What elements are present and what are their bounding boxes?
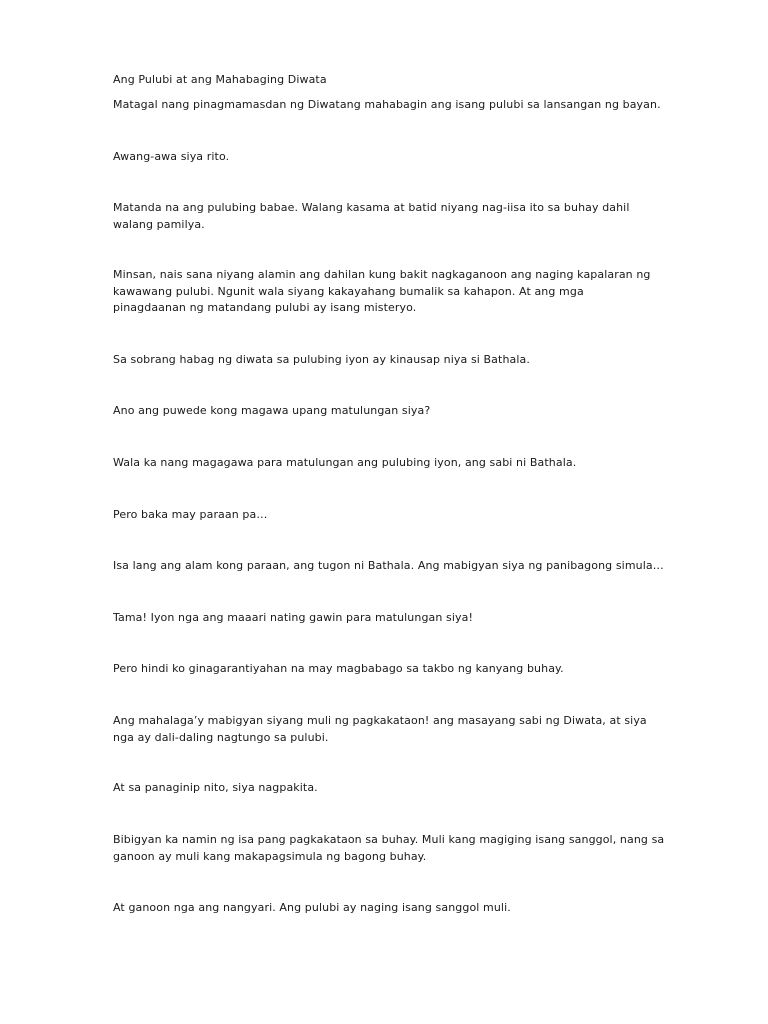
paragraph-line: Pero hindi ko ginagarantiyahan na may magbabago sa takbo ng kanyang buhay. (113, 662, 564, 675)
paragraph-line: Wala ka nang magagawa para matulungan ang pulubing iyon, ang sabi ni Bathala. (113, 456, 577, 469)
paragraph-5 (113, 352, 673, 369)
paragraph-line: At ganoon nga ang nangyari. Ang pulubi ay naging isang sanggol muli. (113, 901, 511, 914)
paragraph-2 (113, 149, 673, 166)
paragraph-13 (113, 780, 673, 797)
paragraph-9 (113, 558, 673, 575)
paragraph-14 (113, 832, 673, 865)
paragraph-line: Pero baka may paraan pa… (113, 508, 268, 521)
paragraph-line: Ang mahalaga’y mabigyan siyang muli ng pagkakataon! ang masayang sabi ng Diwata, at siya (113, 714, 647, 727)
paragraph-line: Minsan, nais sana niyang alamin ang dahilan kung bakit nagkaganoon ang naging kapalaran ng (113, 268, 651, 281)
document-title: Ang Pulubi at ang Mahabaging Diwata (113, 73, 327, 86)
paragraph-4 (113, 267, 673, 317)
paragraph-line: pinagdaanan ng matandang pulubi ay isang misteryo. (113, 301, 417, 314)
paragraph-15 (113, 900, 673, 917)
paragraph-6 (113, 403, 673, 420)
paragraph-1 (113, 97, 673, 114)
paragraph-7 (113, 455, 673, 472)
paragraph-line: Matagal nang pinagmamasdan ng Diwatang mahabagin ang isang pulubi sa lansangan ng bayan. (113, 98, 661, 111)
paragraph-line: Awang-awa siya rito. (113, 150, 230, 163)
paragraph-line: Ano ang puwede kong magawa upang matulungan siya? (113, 404, 431, 417)
paragraph-line: kawawang pulubi. Ngunit wala siyang kakayahang bumalik sa kahapon. At ang mga (113, 284, 584, 298)
paragraph-10 (113, 610, 673, 627)
paragraph-line: ganoon ay muli kang makapagsimula ng bagong buhay. (113, 849, 427, 863)
paragraph-12 (113, 713, 673, 746)
paragraph-line: Sa sobrang habag ng diwata sa pulubing iyon ay kinausap niya si Bathala. (113, 353, 530, 366)
paragraph-line: nga ay dali-daling nagtungo sa pulubi. (113, 730, 329, 744)
paragraph-11 (113, 661, 673, 678)
paragraph-line: Matanda na ang pulubing babae. Walang kasama at batid niyang nag-iisa ito sa buhay dahil (113, 201, 630, 214)
paragraph-line: Bibigyan ka namin ng isa pang pagkakataon sa buhay. Muli kang magiging isang sanggol, nang sa (113, 833, 665, 846)
paragraph-line: Tama! Iyon nga ang maaari nating gawin para matulungan siya! (113, 611, 473, 624)
paragraph-line: At sa panaginip nito, siya nagpakita. (113, 781, 318, 794)
paragraph-3 (113, 200, 673, 233)
paragraph-line: Isa lang ang alam kong paraan, ang tugon ni Bathala. Ang mabigyan siya ng panibagong simula… (113, 559, 664, 572)
paragraph-8 (113, 507, 673, 524)
paragraph-line: walang pamilya. (113, 217, 205, 231)
